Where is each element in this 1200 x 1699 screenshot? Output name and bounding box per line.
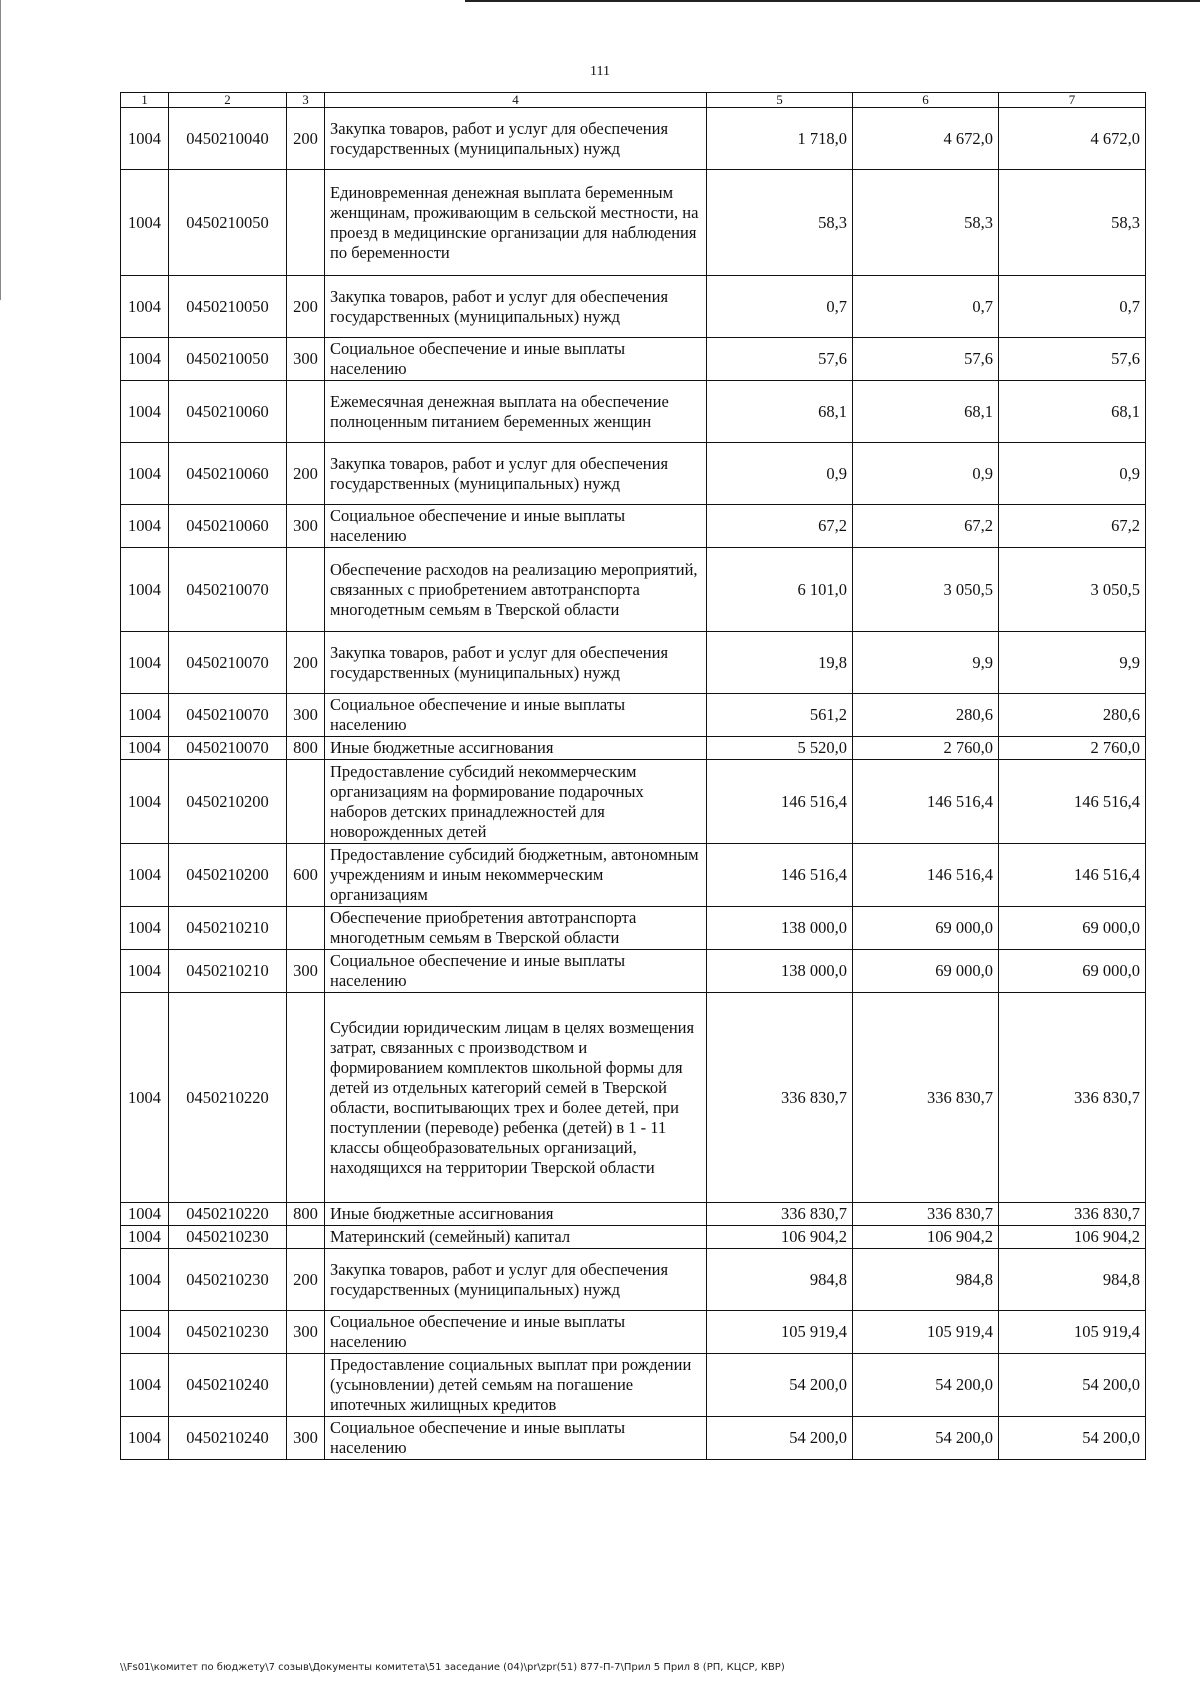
name-cell: Социальное обеспечение и иные выплаты населению [325,505,707,548]
rz-cell: 1004 [121,108,169,170]
table-row [121,548,1146,632]
vr-cell: 300 [287,950,325,993]
table-row [121,993,1146,1203]
table-row [121,950,1146,993]
vr-cell [287,1354,325,1417]
value-col5-cell: 146 516,4 [707,844,853,907]
value-col6-cell: 336 830,7 [853,993,999,1203]
value-col7-cell: 105 919,4 [999,1311,1146,1354]
table-row [121,694,1146,737]
csr-cell: 0450210070 [169,548,287,632]
value-col7-cell: 58,3 [999,170,1146,276]
name-cell: Закупка товаров, работ и услуг для обеспечения государственных (муниципальных) нужд [325,1249,707,1311]
vr-cell: 300 [287,1311,325,1354]
table-row [121,381,1146,443]
value-col6-cell: 9,9 [853,632,999,694]
csr-cell: 0450210220 [169,993,287,1203]
rz-cell: 1004 [121,907,169,950]
rz-cell: 1004 [121,694,169,737]
csr-cell: 0450210050 [169,276,287,338]
value-col6-cell: 54 200,0 [853,1354,999,1417]
value-col6-cell: 67,2 [853,505,999,548]
header-row [121,93,1146,108]
header-cell-5: 5 [707,93,853,108]
footer-file-path: \\Fs01\комитет по бюджету\7 созыв\Документы комитета\51 заседание (04)\pr\zpr(51) 877-П-7\Прил 5 Прил 8 (РП, КЦСР, КВР) [120,1662,785,1673]
value-col5-cell: 54 200,0 [707,1354,853,1417]
table-row [121,760,1146,844]
value-col7-cell: 336 830,7 [999,1203,1146,1226]
name-cell: Единовременная денежная выплата беременным женщинам, проживающим в сельской местности, на проезд в медицинские организации для наблюдения по беременности [325,170,707,276]
rz-cell: 1004 [121,737,169,760]
value-col7-cell: 4 672,0 [999,108,1146,170]
value-col7-cell: 3 050,5 [999,548,1146,632]
table-row [121,844,1146,907]
csr-cell: 0450210070 [169,737,287,760]
rz-cell: 1004 [121,993,169,1203]
value-col5-cell: 105 919,4 [707,1311,853,1354]
value-col5-cell: 6 101,0 [707,548,853,632]
value-col5-cell: 5 520,0 [707,737,853,760]
name-cell: Обеспечение расходов на реализацию мероприятий, связанных с приобретением автотранспорта многодетным семьям в Тверской области [325,548,707,632]
csr-cell: 0450210060 [169,505,287,548]
value-col7-cell: 68,1 [999,381,1146,443]
rz-cell: 1004 [121,381,169,443]
csr-cell: 0450210070 [169,694,287,737]
vr-cell: 800 [287,737,325,760]
value-col7-cell: 984,8 [999,1249,1146,1311]
table-row [121,443,1146,505]
rz-cell: 1004 [121,443,169,505]
rz-cell: 1004 [121,1203,169,1226]
name-cell: Социальное обеспечение и иные выплаты населению [325,1417,707,1460]
value-col6-cell: 54 200,0 [853,1417,999,1460]
name-cell: Ежемесячная денежная выплата на обеспечение полноценным питанием беременных женщин [325,381,707,443]
csr-cell: 0450210240 [169,1354,287,1417]
header-cell-1: 1 [121,93,169,108]
value-col7-cell: 146 516,4 [999,760,1146,844]
csr-cell: 0450210040 [169,108,287,170]
value-col6-cell: 105 919,4 [853,1311,999,1354]
rz-cell: 1004 [121,170,169,276]
vr-cell [287,170,325,276]
rz-cell: 1004 [121,1417,169,1460]
value-col6-cell: 0,7 [853,276,999,338]
header-cell-6: 6 [853,93,999,108]
value-col7-cell: 2 760,0 [999,737,1146,760]
value-col6-cell: 146 516,4 [853,844,999,907]
value-col5-cell: 0,7 [707,276,853,338]
value-col5-cell: 19,8 [707,632,853,694]
value-col5-cell: 0,9 [707,443,853,505]
vr-cell: 300 [287,505,325,548]
rz-cell: 1004 [121,548,169,632]
name-cell: Закупка товаров, работ и услуг для обеспечения государственных (муниципальных) нужд [325,443,707,505]
value-col6-cell: 0,9 [853,443,999,505]
rz-cell: 1004 [121,1249,169,1311]
value-col5-cell: 336 830,7 [707,1203,853,1226]
name-cell: Закупка товаров, работ и услуг для обеспечения государственных (муниципальных) нужд [325,276,707,338]
vr-cell: 200 [287,276,325,338]
csr-cell: 0450210240 [169,1417,287,1460]
value-col7-cell: 146 516,4 [999,844,1146,907]
value-col7-cell: 57,6 [999,338,1146,381]
vr-cell [287,381,325,443]
table-row [121,1354,1146,1417]
name-cell: Иные бюджетные ассигнования [325,737,707,760]
table-row [121,1249,1146,1311]
vr-cell [287,993,325,1203]
rz-cell: 1004 [121,950,169,993]
page-number: 111 [590,64,610,79]
name-cell: Закупка товаров, работ и услуг для обеспечения государственных (муниципальных) нужд [325,108,707,170]
value-col6-cell: 57,6 [853,338,999,381]
value-col7-cell: 67,2 [999,505,1146,548]
value-col6-cell: 2 760,0 [853,737,999,760]
rz-cell: 1004 [121,505,169,548]
rz-cell: 1004 [121,338,169,381]
vr-cell: 300 [287,1417,325,1460]
header-cell-4: 4 [325,93,707,108]
value-col7-cell: 280,6 [999,694,1146,737]
value-col6-cell: 58,3 [853,170,999,276]
value-col6-cell: 336 830,7 [853,1203,999,1226]
table-row [121,505,1146,548]
csr-cell: 0450210060 [169,443,287,505]
header-cell-2: 2 [169,93,287,108]
csr-cell: 0450210050 [169,170,287,276]
table-row [121,338,1146,381]
value-col7-cell: 69 000,0 [999,950,1146,993]
value-col5-cell: 984,8 [707,1249,853,1311]
name-cell: Материнский (семейный) капитал [325,1226,707,1249]
value-col5-cell: 67,2 [707,505,853,548]
value-col5-cell: 57,6 [707,338,853,381]
value-col5-cell: 336 830,7 [707,993,853,1203]
value-col6-cell: 146 516,4 [853,760,999,844]
name-cell: Обеспечение приобретения автотранспорта многодетным семьям в Тверской области [325,907,707,950]
vr-cell: 600 [287,844,325,907]
value-col5-cell: 1 718,0 [707,108,853,170]
left-scan-edge [0,0,1,300]
table-row [121,1203,1146,1226]
value-col7-cell: 106 904,2 [999,1226,1146,1249]
value-col6-cell: 68,1 [853,381,999,443]
name-cell: Социальное обеспечение и иные выплаты населению [325,338,707,381]
name-cell: Субсидии юридическим лицам в целях возмещения затрат, связанных с производством и формированием комплектов школьной формы для детей из отдельных категорий семей в Тверской области, воспитывающих трех и более детей, при поступлении (переводе) ребенка (детей) в 1 - 11 классы общеобразовательных организаций, находящихся на территории Тверской области [325,993,707,1203]
csr-cell: 0450210210 [169,907,287,950]
table-row [121,108,1146,170]
value-col5-cell: 138 000,0 [707,950,853,993]
name-cell: Социальное обеспечение и иные выплаты населению [325,1311,707,1354]
vr-cell: 200 [287,1249,325,1311]
value-col5-cell: 146 516,4 [707,760,853,844]
csr-cell: 0450210200 [169,844,287,907]
name-cell: Предоставление субсидий некоммерческим организациям на формирование подарочных наборов детских принадлежностей для новорожденных детей [325,760,707,844]
table-row [121,170,1146,276]
table-body [121,108,1146,1460]
table-row [121,1226,1146,1249]
value-col7-cell: 0,7 [999,276,1146,338]
name-cell: Социальное обеспечение и иные выплаты населению [325,950,707,993]
csr-cell: 0450210220 [169,1203,287,1226]
value-col7-cell: 54 200,0 [999,1354,1146,1417]
value-col5-cell: 68,1 [707,381,853,443]
value-col6-cell: 3 050,5 [853,548,999,632]
rz-cell: 1004 [121,760,169,844]
value-col6-cell: 280,6 [853,694,999,737]
rz-cell: 1004 [121,844,169,907]
table-row [121,632,1146,694]
value-col6-cell: 984,8 [853,1249,999,1311]
csr-cell: 0450210230 [169,1226,287,1249]
value-col5-cell: 106 904,2 [707,1226,853,1249]
rz-cell: 1004 [121,632,169,694]
table-row [121,737,1146,760]
rz-cell: 1004 [121,1354,169,1417]
value-col7-cell: 9,9 [999,632,1146,694]
value-col6-cell: 106 904,2 [853,1226,999,1249]
value-col7-cell: 69 000,0 [999,907,1146,950]
header-cell-3: 3 [287,93,325,108]
header-cell-7: 7 [999,93,1146,108]
name-cell: Предоставление субсидий бюджетным, автономным учреждениям и иным некоммерческим организациям [325,844,707,907]
vr-cell [287,548,325,632]
name-cell: Иные бюджетные ассигнования [325,1203,707,1226]
value-col7-cell: 336 830,7 [999,993,1146,1203]
value-col5-cell: 138 000,0 [707,907,853,950]
vr-cell: 200 [287,443,325,505]
rz-cell: 1004 [121,1311,169,1354]
vr-cell [287,1226,325,1249]
csr-cell: 0450210050 [169,338,287,381]
vr-cell: 200 [287,632,325,694]
name-cell: Предоставление социальных выплат при рождении (усыновлении) детей семьям на погашение ипотечных жилищных кредитов [325,1354,707,1417]
table-row [121,907,1146,950]
csr-cell: 0450210200 [169,760,287,844]
vr-cell [287,760,325,844]
csr-cell: 0450210210 [169,950,287,993]
vr-cell: 200 [287,108,325,170]
vr-cell: 300 [287,694,325,737]
budget-table [120,92,1146,1460]
value-col6-cell: 69 000,0 [853,950,999,993]
vr-cell [287,907,325,950]
name-cell: Закупка товаров, работ и услуг для обеспечения государственных (муниципальных) нужд [325,632,707,694]
value-col6-cell: 69 000,0 [853,907,999,950]
table-row [121,1417,1146,1460]
top-border-line [465,0,1200,2]
value-col5-cell: 54 200,0 [707,1417,853,1460]
csr-cell: 0450210230 [169,1311,287,1354]
csr-cell: 0450210060 [169,381,287,443]
value-col5-cell: 58,3 [707,170,853,276]
table-row [121,276,1146,338]
value-col5-cell: 561,2 [707,694,853,737]
rz-cell: 1004 [121,1226,169,1249]
value-col6-cell: 4 672,0 [853,108,999,170]
vr-cell: 300 [287,338,325,381]
table-row [121,1311,1146,1354]
csr-cell: 0450210070 [169,632,287,694]
value-col7-cell: 54 200,0 [999,1417,1146,1460]
value-col7-cell: 0,9 [999,443,1146,505]
name-cell: Социальное обеспечение и иные выплаты населению [325,694,707,737]
vr-cell: 800 [287,1203,325,1226]
rz-cell: 1004 [121,276,169,338]
csr-cell: 0450210230 [169,1249,287,1311]
